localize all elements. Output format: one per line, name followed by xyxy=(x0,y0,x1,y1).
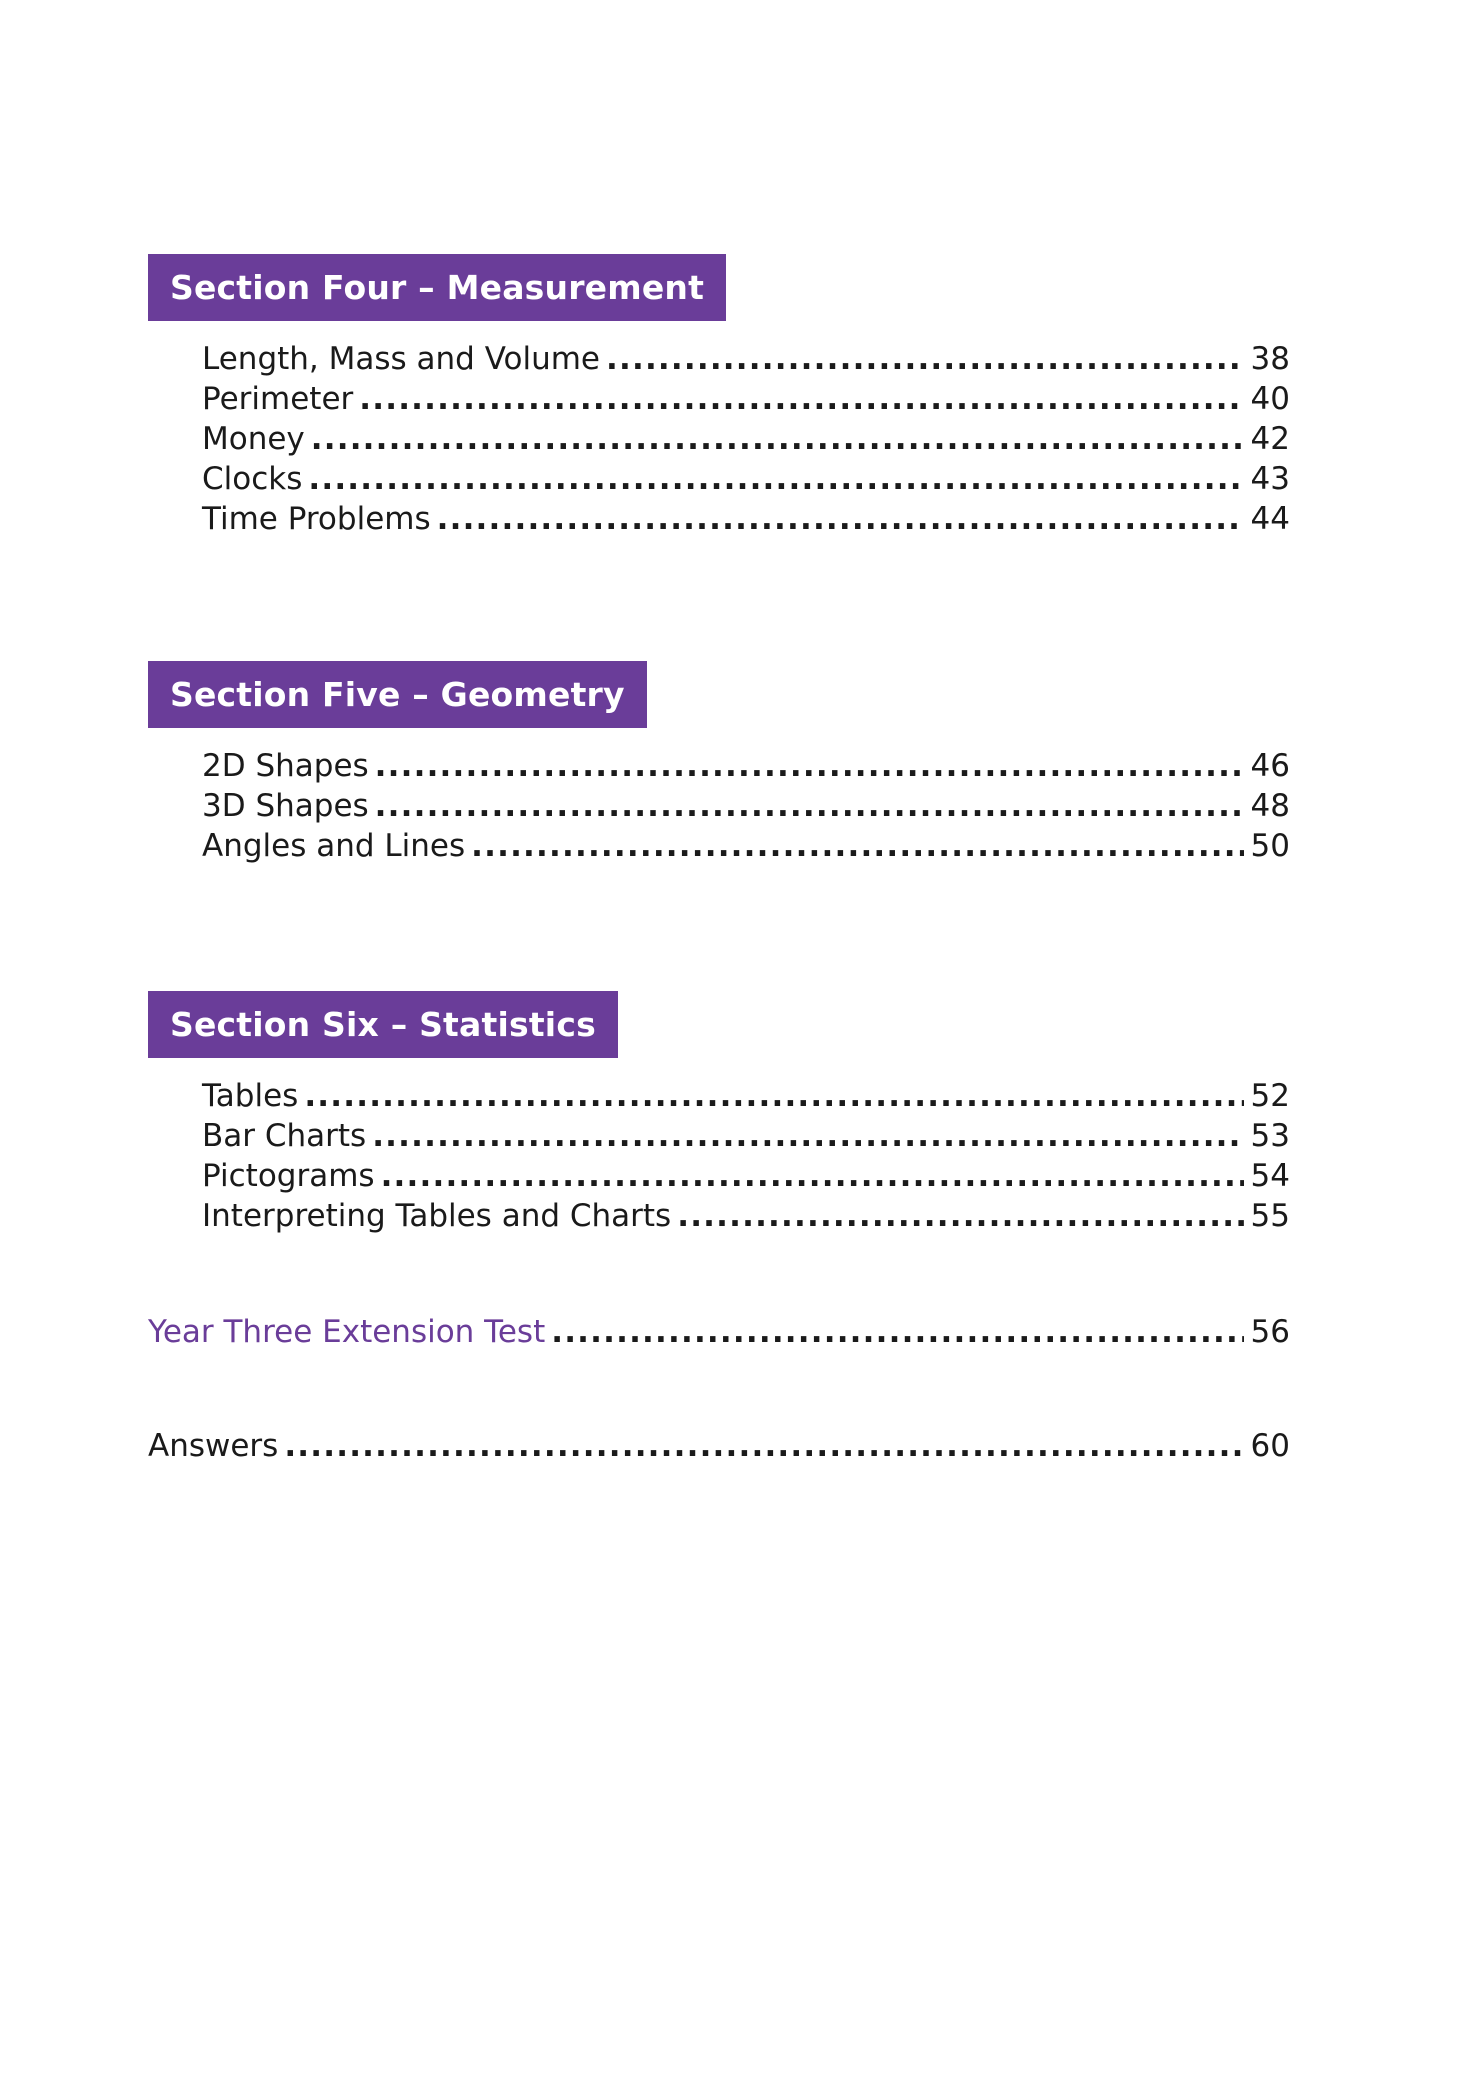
entry-page-number: 43 xyxy=(1250,461,1290,497)
entry-page-number: 38 xyxy=(1250,341,1290,377)
dot-leader xyxy=(375,746,1244,786)
entry-page-number: 50 xyxy=(1250,828,1290,864)
extension-test-row xyxy=(148,1310,1290,1354)
toc-entry[interactable] xyxy=(202,1196,1290,1236)
entry-page-number: 48 xyxy=(1250,788,1290,824)
entry-page-number: 46 xyxy=(1250,748,1290,784)
dot-leader xyxy=(308,459,1244,499)
toc-entry-extension-test[interactable] xyxy=(148,1310,1290,1354)
dot-leader xyxy=(304,1076,1244,1116)
toc-entry[interactable] xyxy=(202,1116,1290,1156)
section-entries xyxy=(148,1076,1290,1236)
entry-label: 3D Shapes xyxy=(202,788,369,824)
entry-page-number: 52 xyxy=(1250,1078,1290,1114)
toc-entry[interactable] xyxy=(202,459,1290,499)
entry-page-number: 53 xyxy=(1250,1118,1290,1154)
entry-page-number: 44 xyxy=(1250,501,1290,537)
entry-label: Clocks xyxy=(202,461,303,497)
dot-leader xyxy=(381,1156,1244,1196)
dot-leader xyxy=(551,1310,1244,1350)
dot-leader xyxy=(284,1424,1244,1464)
entry-label: Year Three Extension Test xyxy=(148,1314,546,1350)
toc-entry[interactable] xyxy=(202,499,1290,539)
entry-page-number: 54 xyxy=(1250,1158,1290,1194)
dot-leader xyxy=(311,419,1244,459)
dot-leader xyxy=(677,1196,1244,1236)
section-six xyxy=(148,991,1290,1236)
entry-page-number: 42 xyxy=(1250,421,1290,457)
toc-entry[interactable] xyxy=(202,1156,1290,1196)
entry-label: Angles and Lines xyxy=(202,828,466,864)
toc-entry[interactable] xyxy=(202,379,1290,419)
entry-label: Answers xyxy=(148,1428,279,1464)
section-header: Section Five – Geometry xyxy=(148,661,647,728)
dot-leader xyxy=(471,826,1244,866)
entry-page-number: 55 xyxy=(1250,1198,1290,1234)
toc-entry[interactable] xyxy=(202,419,1290,459)
entry-page-number: 40 xyxy=(1250,381,1290,417)
entry-label: Interpreting Tables and Charts xyxy=(202,1198,672,1234)
toc-entry[interactable] xyxy=(202,1076,1290,1116)
section-entries xyxy=(148,339,1290,539)
section-five xyxy=(148,661,1290,866)
section-header: Section Six – Statistics xyxy=(148,991,618,1058)
entry-label: Time Problems xyxy=(202,501,431,537)
answers-row xyxy=(148,1424,1290,1468)
toc-entry-answers[interactable] xyxy=(148,1424,1290,1468)
entry-label: 2D Shapes xyxy=(202,748,369,784)
toc-entry[interactable] xyxy=(202,786,1290,826)
dot-leader xyxy=(375,786,1244,826)
entry-label: Tables xyxy=(202,1078,299,1114)
entry-label: Money xyxy=(202,421,305,457)
entry-label: Bar Charts xyxy=(202,1118,367,1154)
entry-page-number: 56 xyxy=(1250,1314,1290,1350)
toc-entry[interactable] xyxy=(202,339,1290,379)
entry-label: Length, Mass and Volume xyxy=(202,341,601,377)
entry-label: Perimeter xyxy=(202,381,354,417)
section-entries xyxy=(148,746,1290,866)
section-four xyxy=(148,254,1290,539)
dot-leader xyxy=(372,1116,1244,1156)
toc-entry[interactable] xyxy=(202,746,1290,786)
dot-leader xyxy=(437,499,1244,539)
toc-entry[interactable] xyxy=(202,826,1290,866)
entry-label: Pictograms xyxy=(202,1158,375,1194)
entry-page-number: 60 xyxy=(1250,1428,1290,1464)
section-header: Section Four – Measurement xyxy=(148,254,726,321)
dot-leader xyxy=(359,379,1244,419)
dot-leader xyxy=(606,339,1244,379)
